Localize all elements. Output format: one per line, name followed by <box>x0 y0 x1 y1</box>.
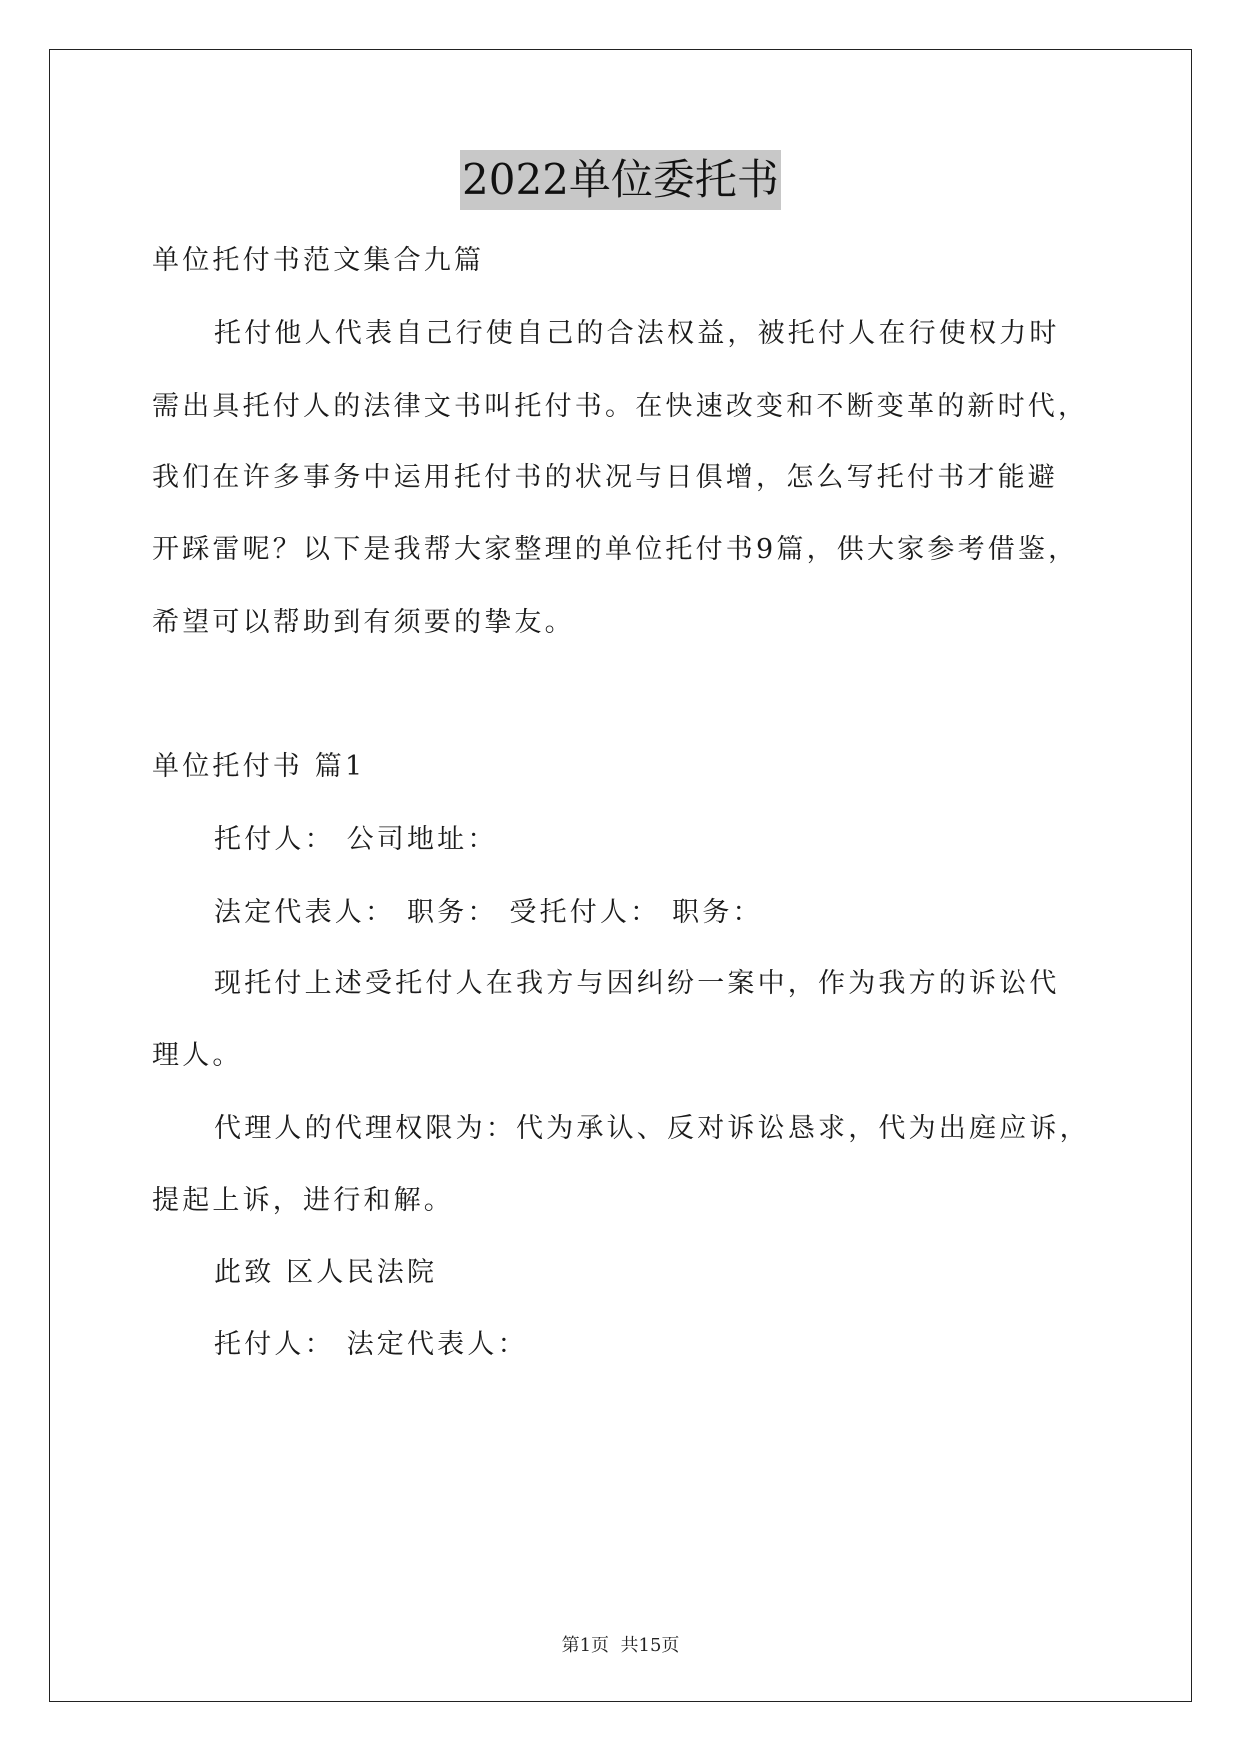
intro-line-4: 开踩雷呢？以下是我帮大家整理的单位托付书9篇，供大家参考借鉴， <box>152 534 1079 565</box>
body-line-2: 法定代表人： 职务： 受托付人： 职务： <box>214 897 763 928</box>
body-line-5: 代理人的代理权限为：代为承认、反对诉讼恳求，代为出庭应诉， <box>214 1113 1090 1144</box>
page-footer: 第1页 共15页 <box>561 1635 680 1656</box>
body-line-8: 托付人： 法定代表人： <box>214 1329 528 1360</box>
body-line-1: 托付人： 公司地址： <box>214 824 498 855</box>
title-container <box>0 150 1241 210</box>
section-heading: 单位托付书 篇1 <box>152 751 366 782</box>
intro-line-1: 托付他人代表自己行使自己的合法权益，被托付人在行使权力时 <box>214 318 1060 349</box>
document-title: 2022单位委托书 <box>460 150 781 210</box>
document-subtitle: 单位托付书范文集合九篇 <box>152 245 485 276</box>
body-line-7: 此致 区人民法院 <box>214 1257 438 1288</box>
body-line-6: 提起上诉，进行和解。 <box>152 1185 454 1216</box>
intro-line-2: 需出具托付人的法律文书叫托付书。在快速改变和不断变革的新时代， <box>152 391 1089 422</box>
body-line-3: 现托付上述受托付人在我方与因纠纷一案中，作为我方的诉讼代 <box>214 968 1060 999</box>
intro-line-5: 希望可以帮助到有须要的挚友。 <box>152 607 575 638</box>
page-border <box>49 49 1192 1702</box>
body-line-4: 理人。 <box>152 1040 243 1071</box>
intro-line-3: 我们在许多事务中运用托付书的状况与日俱增，怎么写托付书才能避 <box>152 462 1058 493</box>
